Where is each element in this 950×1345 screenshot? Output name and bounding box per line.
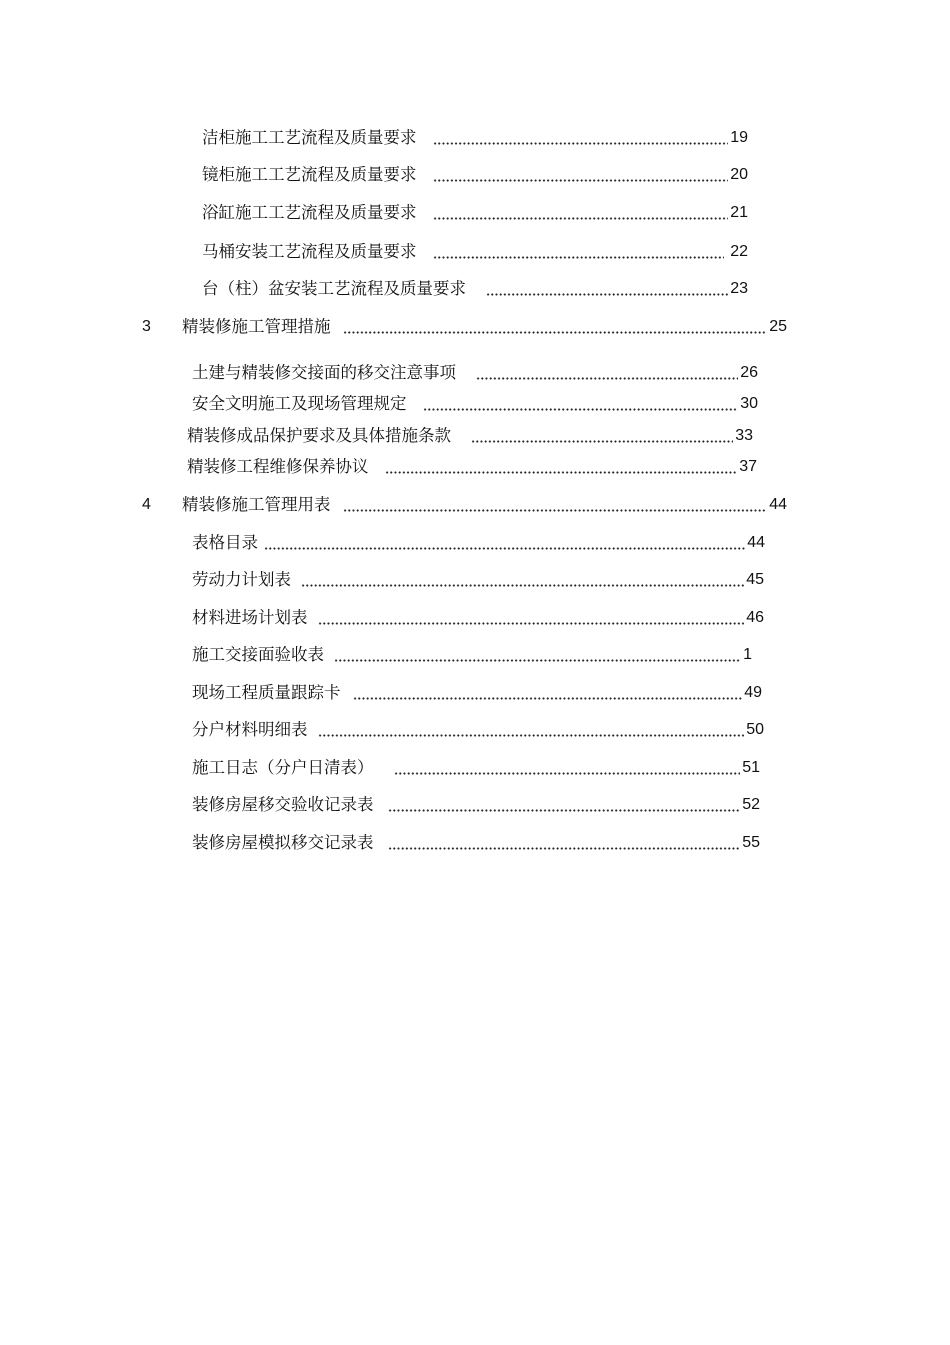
toc-entry[interactable] <box>202 238 748 262</box>
toc-dot-leader <box>423 408 739 411</box>
toc-dot-leader <box>486 293 728 296</box>
toc-entry[interactable] <box>192 716 764 740</box>
toc-dot-leader <box>433 256 725 259</box>
toc-entry-page: 46 <box>746 609 764 626</box>
toc-dot-leader <box>471 440 733 443</box>
toc-entry[interactable] <box>202 124 748 148</box>
toc-entry-page: 33 <box>735 427 753 444</box>
toc-entry[interactable] <box>202 275 748 299</box>
toc-dot-leader <box>343 509 768 512</box>
toc-dot-leader <box>385 471 738 474</box>
toc-chapter-number: 4 <box>142 496 151 513</box>
toc-entry-page: 22 <box>730 243 748 260</box>
toc-dot-leader <box>433 217 729 220</box>
toc-entry-page: 37 <box>739 458 757 475</box>
toc-entry-title: 台（柱）盆安装工艺流程及质量要求 <box>202 279 466 298</box>
toc-entry-title: 施工日志（分户日清表） <box>192 758 374 777</box>
toc-entry-title: 镜柜施工工艺流程及质量要求 <box>202 165 417 184</box>
toc-entry[interactable] <box>192 390 758 414</box>
toc-entry[interactable] <box>192 679 762 703</box>
toc-entry-title: 精装修工程维修保养协议 <box>187 457 369 476</box>
toc-entry-page: 52 <box>742 796 760 813</box>
toc-entry-title: 表格目录 <box>192 533 258 552</box>
toc-dot-leader <box>433 142 729 145</box>
toc-entry-title: 精装修成品保护要求及具体措施条款 <box>187 426 451 445</box>
toc-dot-leader <box>334 659 741 662</box>
toc-entry-page: 44 <box>747 534 765 551</box>
toc-entry[interactable] <box>192 529 765 553</box>
toc-entry-title: 劳动力计划表 <box>192 570 291 589</box>
toc-entry-title: 施工交接面验收表 <box>192 645 324 664</box>
toc-dot-leader <box>353 697 743 700</box>
toc-entry[interactable] <box>192 641 752 665</box>
toc-entry-page: 30 <box>740 395 758 412</box>
toc-entry-title: 分户材料明细表 <box>192 720 308 739</box>
toc-entry-title: 精装修施工管理措施 <box>182 317 331 336</box>
toc-entry[interactable] <box>202 199 748 223</box>
toc-chapter-entry[interactable] <box>142 491 787 515</box>
toc-entry-page: 25 <box>769 318 787 335</box>
toc-entry-page: 1 <box>743 646 752 663</box>
toc-dot-leader <box>433 179 729 182</box>
toc-entry-page: 26 <box>740 364 758 381</box>
toc-dot-leader <box>388 847 741 850</box>
toc-dot-leader <box>264 547 745 550</box>
toc-chapter-entry[interactable] <box>142 313 787 337</box>
toc-entry[interactable] <box>187 453 757 477</box>
toc-entry[interactable] <box>192 604 764 628</box>
toc-entry-page: 20 <box>730 166 748 183</box>
toc-chapter-number: 3 <box>142 318 151 335</box>
toc-entry-page: 51 <box>742 759 760 776</box>
toc-entry-title: 马桶安装工艺流程及质量要求 <box>202 242 417 261</box>
toc-entry[interactable] <box>192 829 760 853</box>
toc-dot-leader <box>318 734 745 737</box>
toc-entry-page: 49 <box>744 684 762 701</box>
toc-entry-page: 50 <box>746 721 764 738</box>
toc-entry-page: 45 <box>746 571 764 588</box>
toc-entry-page: 55 <box>742 834 760 851</box>
toc-entry[interactable] <box>192 791 760 815</box>
toc-entry-title: 浴缸施工工艺流程及质量要求 <box>202 203 417 222</box>
toc-dot-leader <box>318 622 745 625</box>
toc-entry[interactable] <box>192 359 758 383</box>
toc-entry-title: 精装修施工管理用表 <box>182 495 331 514</box>
toc-entry-title: 洁柜施工工艺流程及质量要求 <box>202 128 417 147</box>
toc-dot-leader <box>343 331 768 334</box>
toc-entry-title: 材料进场计划表 <box>192 608 308 627</box>
toc-entry[interactable] <box>192 566 764 590</box>
toc-dot-leader <box>388 809 741 812</box>
toc-entry-page: 21 <box>730 204 748 221</box>
toc-entry-title: 安全文明施工及现场管理规定 <box>192 394 407 413</box>
toc-entry-title: 现场工程质量跟踪卡 <box>192 683 341 702</box>
toc-entry[interactable] <box>192 754 760 778</box>
toc-entry-page: 23 <box>730 280 748 297</box>
toc-dot-leader <box>394 772 741 775</box>
toc-entry-page: 44 <box>769 496 787 513</box>
toc-dot-leader <box>476 377 738 380</box>
toc-entry[interactable] <box>187 422 753 446</box>
toc-entry[interactable] <box>202 161 748 185</box>
toc-entry-title: 装修房屋移交验收记录表 <box>192 795 374 814</box>
toc-dot-leader <box>301 584 744 587</box>
toc-entry-page: 19 <box>730 129 748 146</box>
toc-entry-title: 装修房屋模拟移交记录表 <box>192 833 374 852</box>
toc-entry-title: 土建与精装修交接面的移交注意事项 <box>192 363 456 382</box>
